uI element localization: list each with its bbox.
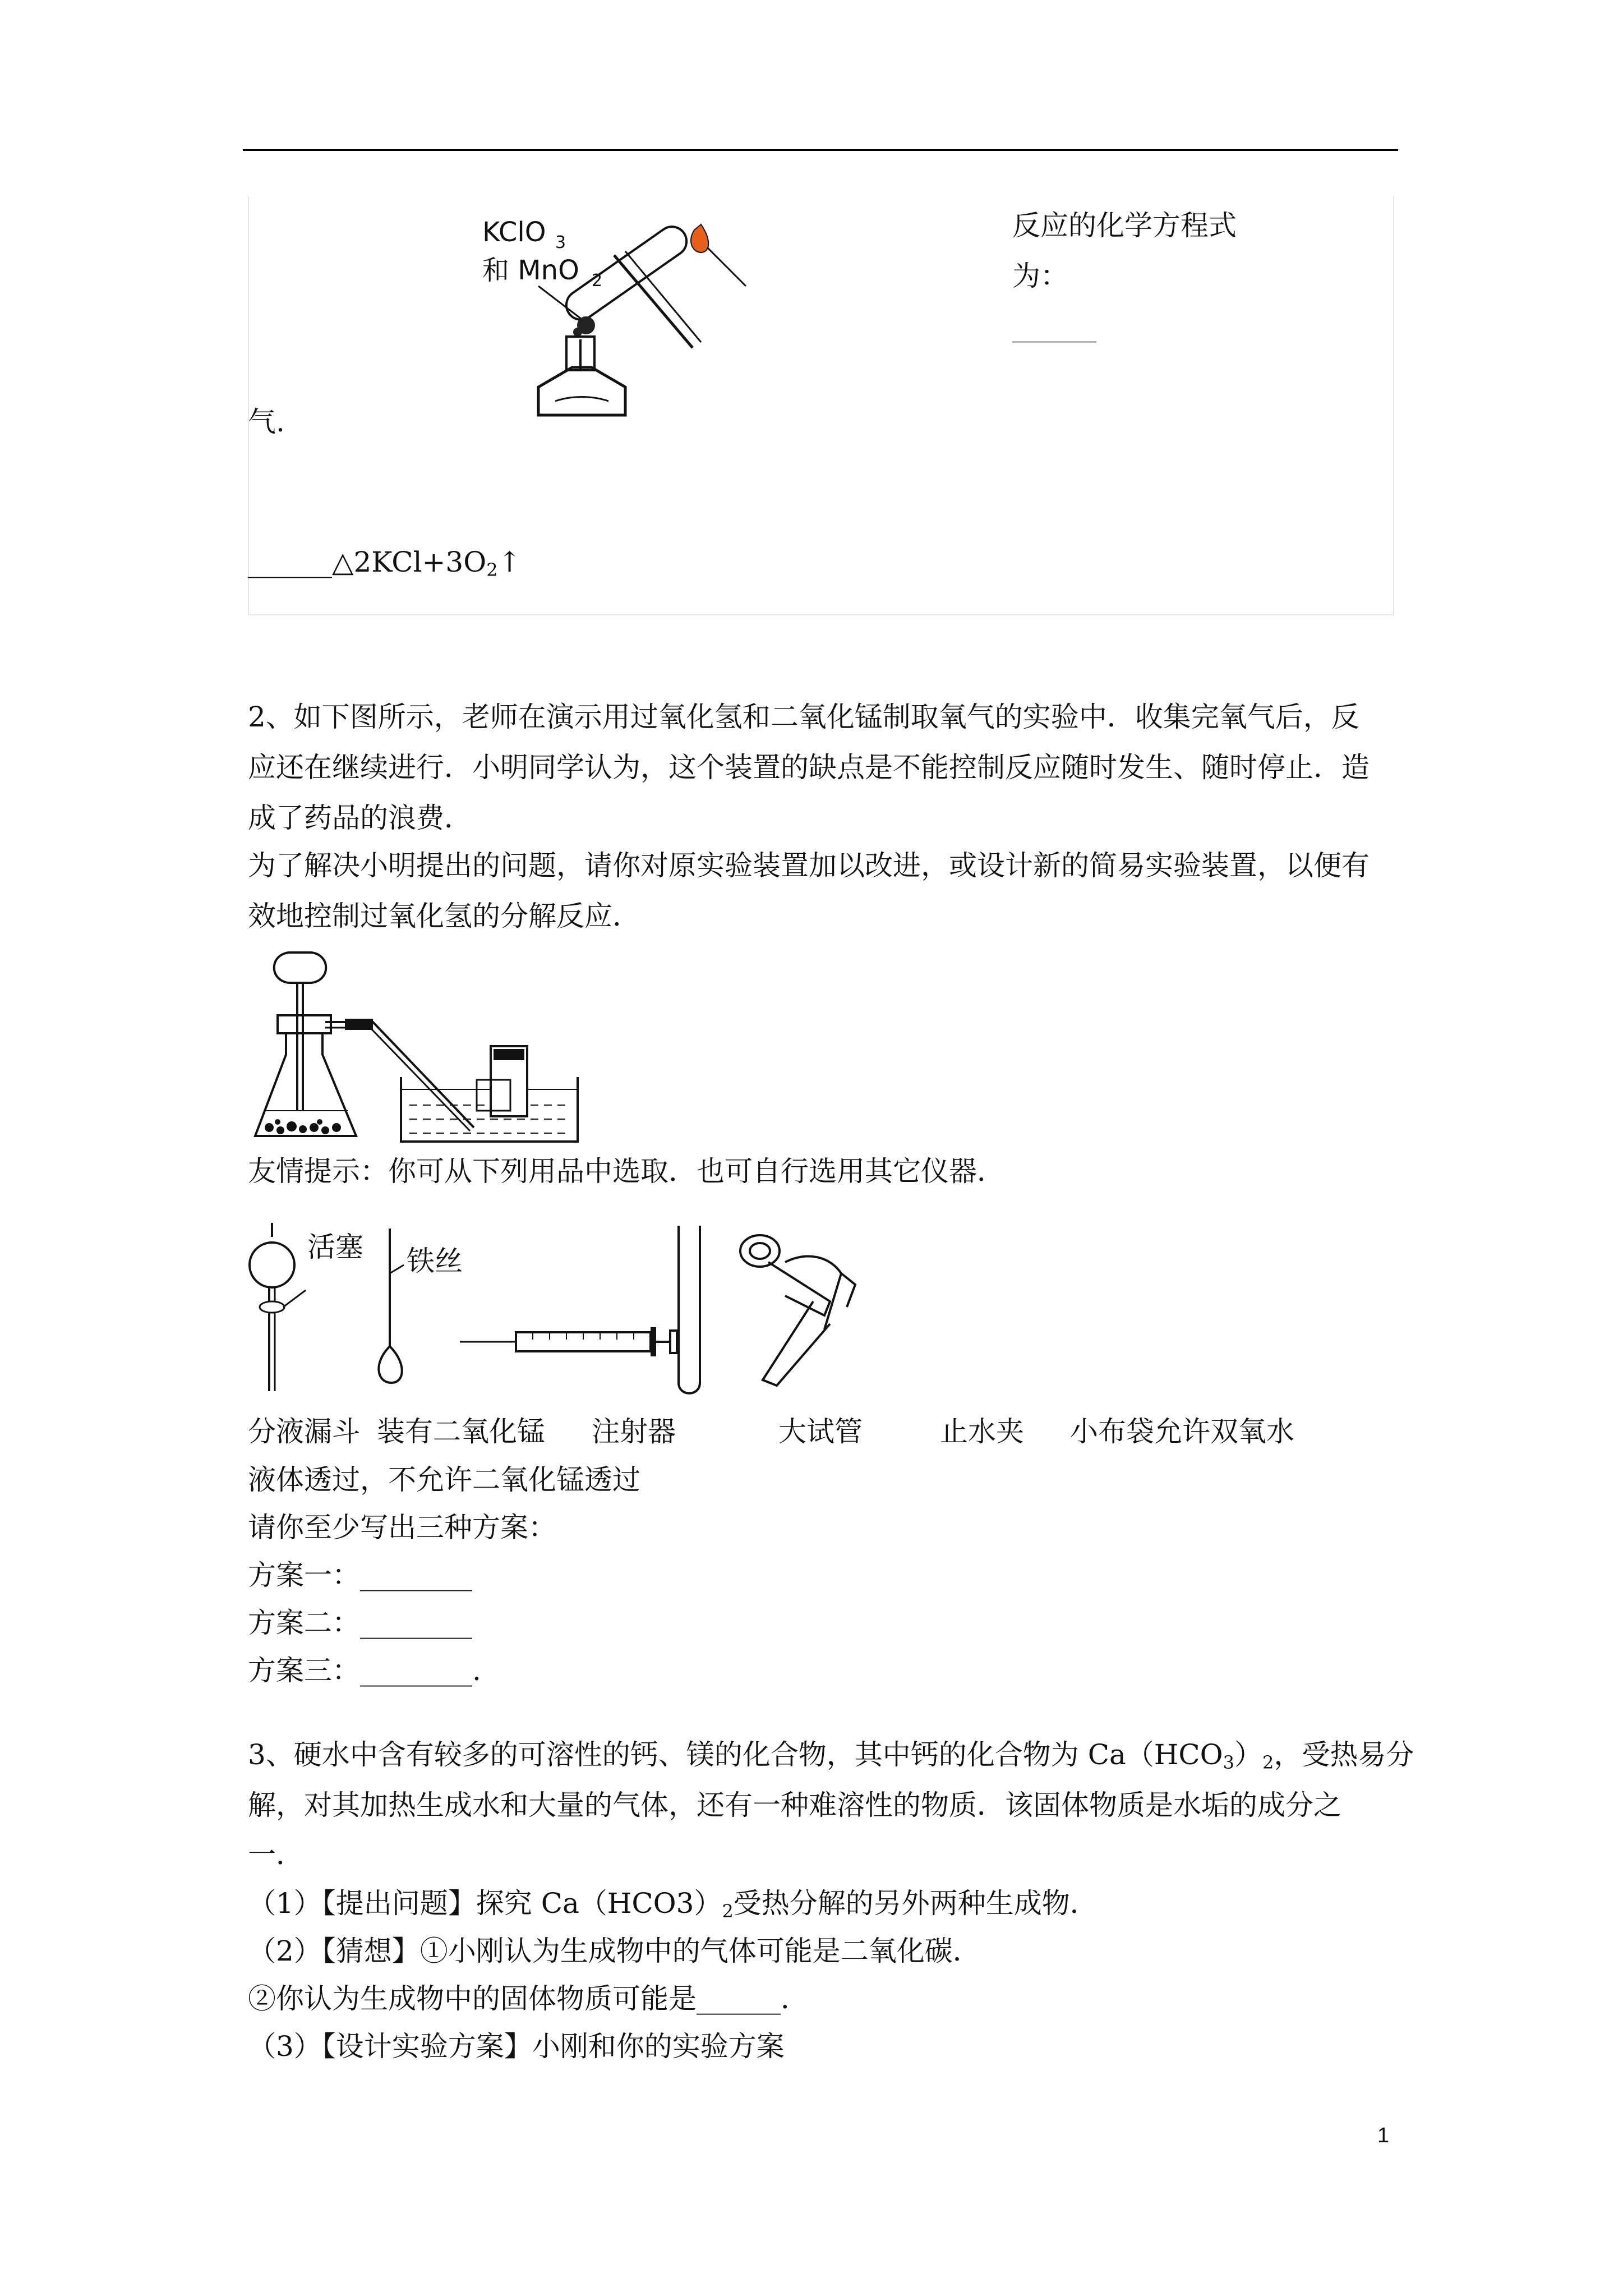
instrument-label-cloth-bag-cont: 液体透过，不允许二氧化锰透过: [248, 1464, 640, 1496]
q2-ask: 请你至少写出三种方案：: [248, 1511, 556, 1544]
q3-sub2b: ②你认为生成物中的固体物质可能是______．: [248, 1982, 809, 2015]
flame-icon: [691, 224, 708, 252]
instruments-figure: [247, 1217, 903, 1397]
q1-equation: $\_\_\_\_\_\_\triangle 2KCl+3O_2↑$: [248, 546, 522, 581]
q3-line1: 3、硬水中含有较多的可溶性的钙、镁的化合物，其中钙的化合物为 $Ca(HCO_3)_2$，受热易分: [248, 1738, 1414, 1773]
clamp-icon: [740, 1235, 855, 1386]
iron-wire-bag-icon: [379, 1228, 404, 1383]
svg-text:2: 2: [592, 271, 603, 291]
test-tube-icon: [679, 1226, 700, 1393]
q1-left-text: 气.: [248, 406, 285, 438]
q3-sub3: （3）【设计实验方案】小刚和你的实验方案: [248, 2030, 785, 2063]
q2-para2-line1: 为了解决小明提出的问题，请你对原实验装置加以改进，或设计新的简易实验装置，以便有: [248, 849, 1370, 882]
q2-plan1: 方案一：________: [248, 1559, 472, 1591]
header-rule: [243, 149, 1398, 151]
separatory-funnel-icon: [250, 1223, 306, 1391]
instrument-label-cloth-bag: 小布袋允许双氧水: [1070, 1415, 1294, 1448]
oxygen-generation-apparatus-figure: [247, 942, 606, 1150]
instrument-label-syringe: 注射器: [592, 1415, 676, 1448]
q3-line3: 一．: [248, 1838, 304, 1871]
kclo3-heating-apparatus-figure: [471, 208, 763, 443]
q1-right-text-1: 反应的化学方程式: [1012, 209, 1237, 242]
q2-para1-line3: 成了药品的浪费．: [248, 802, 472, 834]
q3-line2: 解，对其加热生成水和大量的气体，还有一种难溶性的物质．该固体物质是水垢的成分之: [248, 1789, 1341, 1821]
q2-plan2: 方案二：________: [248, 1607, 472, 1639]
q2-plan3: 方案三：________.: [248, 1654, 481, 1687]
iron-wire-label: 铁丝: [407, 1245, 463, 1277]
q2-para2-line2: 效地控制过氧化氢的分解反应．: [248, 900, 640, 932]
kclo3-label: KClO: [482, 217, 546, 248]
page-number: 1: [1377, 2124, 1390, 2147]
instrument-label-separatory-funnel: 分液漏斗: [248, 1415, 360, 1448]
q1-right-text-2: 为：: [1012, 260, 1068, 292]
stopcock-label: 活塞: [307, 1231, 363, 1263]
q3-sub1: （1）【提出问题】探究 $Ca(HCO3)_2$受热分解的另外两种生成物．: [248, 1887, 1098, 1922]
syringe-icon: [460, 1327, 677, 1356]
svg-text:3: 3: [555, 233, 566, 252]
q2-para1-line1: 2、如下图所示，老师在演示用过氧化氢和二氧化锰制取氧气的实验中．收集完氧气后，反: [248, 701, 1359, 733]
instrument-label-clamp: 止水夹: [940, 1415, 1024, 1448]
instrument-label-test-tube: 大试管: [778, 1415, 863, 1448]
mno2-label: 和 MnO: [482, 255, 579, 286]
instrument-label-mno2-bag: 装有二氧化锰: [377, 1415, 545, 1448]
q2-para1-line2: 应还在继续进行．小明同学认为，这个装置的缺点是不能控制反应随时发生、随时停止．造: [248, 751, 1370, 784]
q3-sub2: （2）【猜想】①小刚认为生成物中的气体可能是二氧化碳．: [248, 1935, 981, 1967]
q1-right-blank: ______: [1012, 310, 1096, 343]
q2-hint: 友情提示：你可从下列用品中选取．也可自行选用其它仪器．: [248, 1155, 1005, 1188]
